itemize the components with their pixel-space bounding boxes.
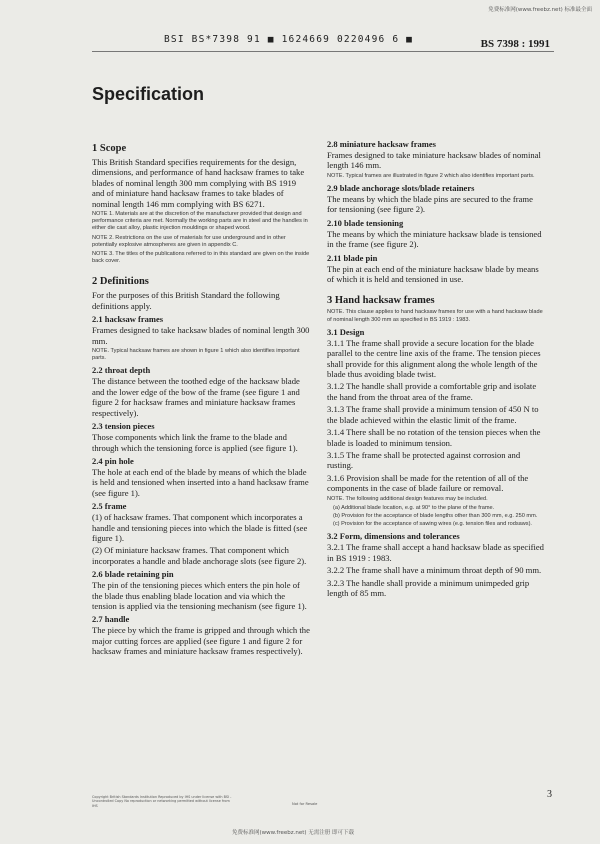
page-title: Specification [92,84,205,104]
def-2-6-body: The pin of the tensioning pieces which enters the pin hole of the blade thus enabling blade location and via which the tension is applied via the tensioning mechanism (see figure 1). [92,580,307,611]
section-3-heading: 3 Hand hacksaw frames [327,295,435,307]
scope-heading: 1 Scope [92,143,127,154]
clause-3-1-5: 3.1.5 The frame shall be protected against corrosion and rusting. [327,449,521,471]
def-2-7-heading: 2.7 handle [92,614,130,625]
clause-3-1-4: 3.1.4 There shall be no rotation of the tension pieces when the blade is loaded to minimum tension. [327,427,541,448]
list-item: (c) Provision for the acceptance of sawing wires (e.g. tension files and rodsaws). [333,521,532,528]
definitions-intro: For the purposes of this British Standard the following definitions apply. [92,290,280,311]
def-2-1-heading: 2.1 hacksaw frames [92,314,164,325]
clause-3-1-heading: 3.1 Design [327,326,365,337]
def-2-3-body: Those components which link the frame to the blade and through which the tensioning force is applied (see figure 1). [92,432,298,453]
def-2-5-heading: 2.5 frame [92,501,127,512]
def-2-2-heading: 2.2 throat depth [92,365,151,376]
def-2-10-heading: 2.10 blade tensioning [327,217,404,228]
clause-3-1-2: 3.1.2 The handle shall provide a comfortable grip and isolate the hand from the throat area of the frame. [327,381,537,402]
def-2-8-body: Frames designed to take miniature hacksaw blades of nominal length 146 mm. [327,150,541,171]
scope-note-2: NOTE 2. Restrictions on the use of materials for use underground and in other potentially explosive atmospheres are given in appendix C. [92,234,286,248]
clause-3-1-1: 3.1.1 The frame shall provide a secure location for the blade parallel to the centre line axis of the frame. The tension pieces shall provide for this alignment along the whole length of the blade thus avoiding blade twist. [327,337,541,380]
def-2-1-body: Frames designed to take hacksaw blades of nominal length 300 mm. [92,325,310,346]
clause-3-2-3: 3.2.3 The handle shall provide a minimum unimpeded grip length of 85 mm. [327,577,530,598]
def-2-7-body: The piece by which the frame is gripped and through which the major cutting forces are applied (see figure 1 and figure 2 for hacksaw frames and miniature hacksaw frames respectively). [92,625,310,657]
scope-note-1: NOTE 1. Materials are at the discretion of the manufacturer provided that design and performance criteria are met. Normally the working parts are in steel and the handles in either die cast alloy, plastic injection mouldings or shaped wood. [92,211,308,232]
definitions-heading: 2 Definitions [92,276,149,288]
header-rule [92,51,554,52]
def-2-4-body: The hole at each end of the blade by means of which the blade is held and tensioned when inserted into a hand hacksaw frame (see figure 1). [92,466,309,498]
def-2-4-heading: 2.4 pin hole [92,455,134,466]
def-2-3-heading: 2.3 tension pieces [92,421,155,432]
def-2-8-note: NOTE. Typical frames are illustrated in figure 2 which also identifies important parts. [327,172,535,179]
def-2-9-heading: 2.9 blade anchorage slots/blade retainers [327,183,475,194]
section-3-note: NOTE. This clause applies to hand hacksaw frames for use with a hand hacksaw blade of nominal length 300 mm as specified in BS 1919 : 1983. [327,309,543,323]
def-2-6-heading: 2.6 blade retaining pin [92,569,174,580]
def-2-9-body: The means by which the blade pins are secured to the frame for tensioning (see figure 2). [327,194,533,215]
resale-notice: Not for Resale [292,802,318,806]
def-2-5-body-2: (2) Of miniature hacksaw frames. That component which incorporates a handle and blade anchorage slots (see figure 2). [92,545,307,566]
clause-3-2-1: 3.2.1 The frame shall accept a hand hacksaw blade as specified in BS 1919 : 1983. [327,542,544,563]
scope-body: This British Standard specifies requirements for the design, dimensions, and performance of hand hacksaw frames to take blades of nominal length 300 mm complying with BS 1919 and of miniature hand hacksaw frames to take blades of nominal length 146 mm complying with BS 6271. [92,157,305,209]
def-2-5-body-1: (1) of hacksaw frames. That component which incorporates a handle and tensioning pieces into which the blade is fitted (see figure 1). [92,512,308,543]
standard-number: BS 7398 : 1991 [480,38,550,50]
barcode-line: BSI BS*7398 91 ■ 1624669 0220496 6 ■ [164,34,414,45]
def-2-11-body: The pin at each end of the miniature hacksaw blade by means of which it is held and tensioned in use. [327,263,539,285]
def-2-11-heading: 2.11 blade pin [327,252,378,263]
copyright-notice: Copyright British Standards Institution Reproduced by IHS under license with BSI - Uncontrolled Copy No reproduction or networking permitted without license from IHS [92,795,232,808]
top-watermark: 免费标准网(www.freebz.net) 标准最全面 [488,7,592,13]
right-column [327,136,545,600]
list-item: (a) Additional blade location, e.g. at 90° to the plane of the frame. [333,504,495,511]
def-2-10-body: The means by which the miniature hacksaw blade is tensioned in the frame (see figure 2). [327,228,542,250]
bottom-watermark: 免费标准网(www.freebz.net) 无需注册 即可下载 [232,830,355,836]
def-2-8-heading: 2.8 miniature hacksaw frames [327,139,436,149]
clause-3-2-heading: 3.2 Form, dimensions and tolerances [327,531,460,542]
left-column [92,142,310,659]
def-2-1-note: NOTE. Typical hacksaw frames are shown in figure 1 which also identifies important parts. [92,348,300,362]
clause-3-1-6-note: NOTE. The following additional design features may be included. [327,495,488,502]
clause-3-1-6: 3.1.6 Provision shall be made for the retention of all of the components in the case of blade failure or removal. [327,472,529,494]
list-item: (b) Provision for the acceptance of blade lengths other than 300 mm, e.g. 250 mm. [333,512,538,519]
scope-note-3: NOTE 3. The titles of the publications referred to in this standard are given on the inside back cover. [92,251,310,265]
design-features-list [333,505,545,529]
clause-3-1-3: 3.1.3 The frame shall provide a minimum tension of 450 N to the blade achieved within the elastic limit of the frame. [327,404,539,425]
page-number: 3 [547,789,552,800]
clause-3-2-2: 3.2.2 The frame shall have a minimum throat depth of 90 mm. [327,565,542,576]
def-2-2-body: The distance between the toothed edge of the hacksaw blade and the lower edge of the bow of the frame (see figure 1 and figure 2 for hacksaw frames and miniature hacksaw frames respectively). [92,376,300,418]
